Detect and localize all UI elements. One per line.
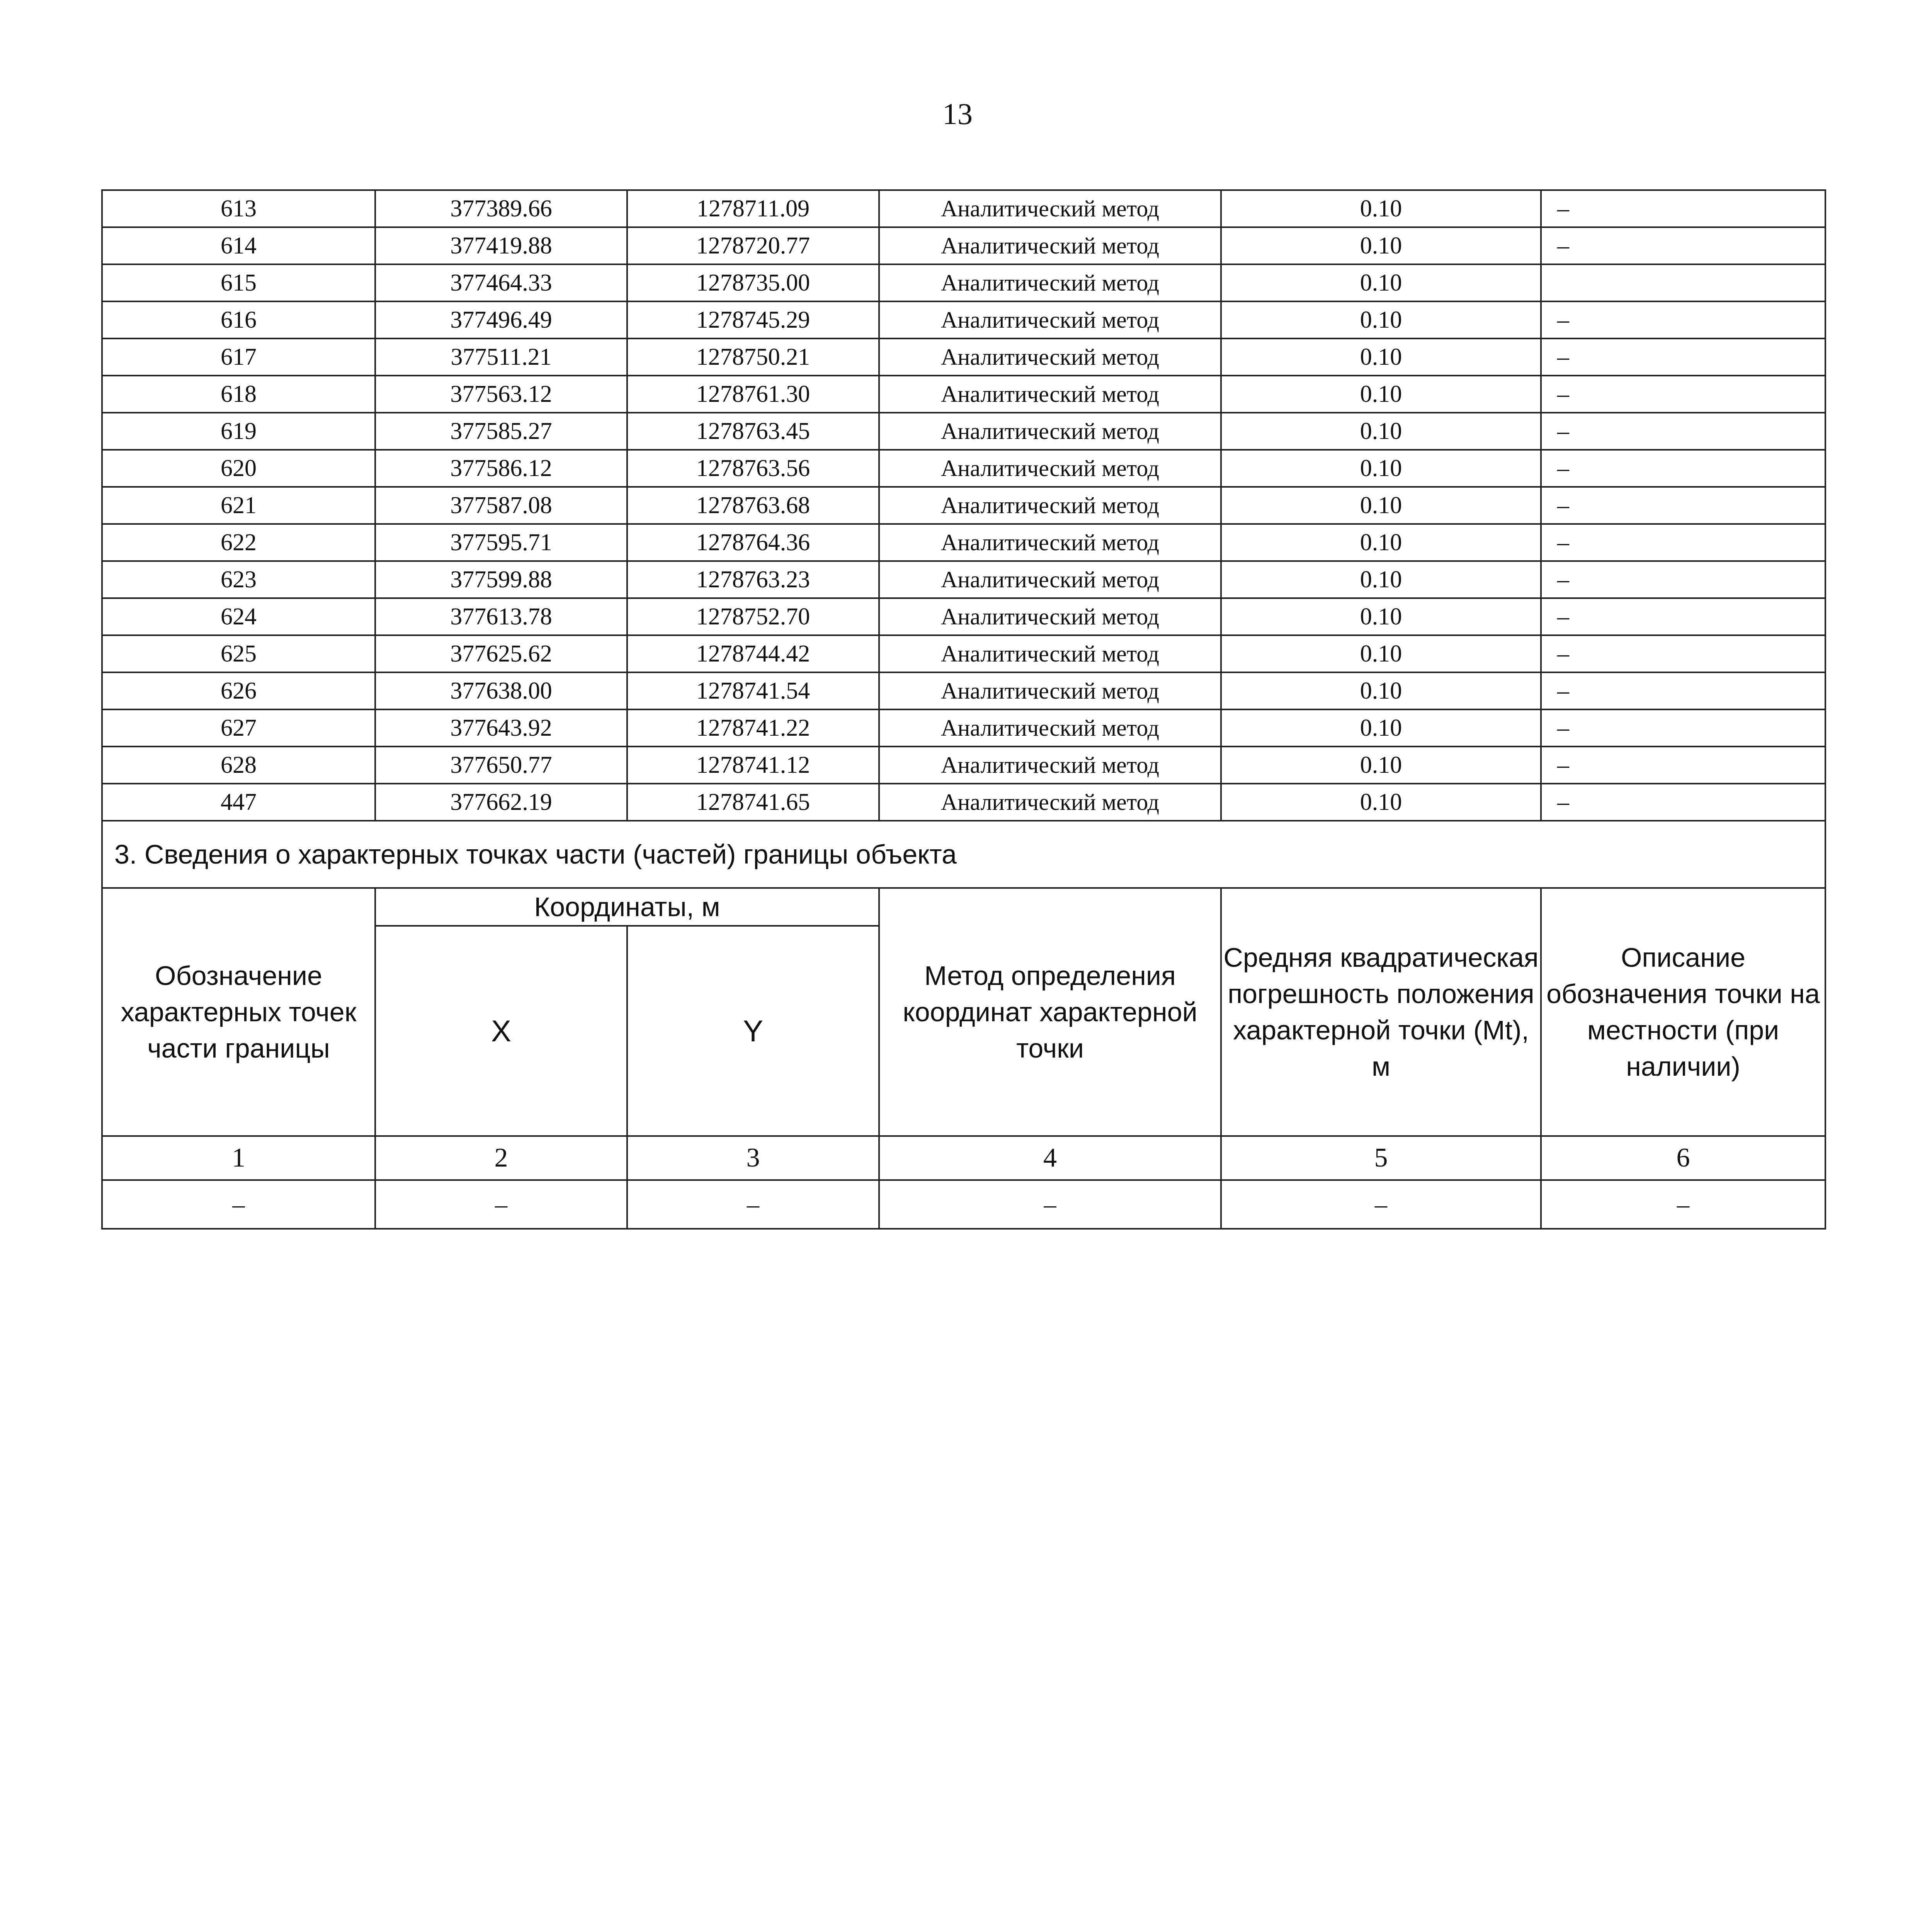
description-cell: – bbox=[1541, 301, 1825, 338]
empty-cell: – bbox=[1221, 1180, 1541, 1229]
table-row bbox=[102, 524, 1825, 561]
y-coordinate-cell: 1278752.70 bbox=[627, 598, 879, 635]
x-coordinate-cell: 377419.88 bbox=[375, 227, 627, 264]
point-id-cell: 628 bbox=[102, 747, 375, 784]
header-error: Средняя квадратическая погрешность положения характерной точки (Мt), м bbox=[1221, 888, 1541, 1136]
header-y: Y bbox=[627, 926, 879, 1136]
method-cell: Аналитический метод bbox=[879, 561, 1221, 598]
method-cell: Аналитический метод bbox=[879, 338, 1221, 376]
method-cell: Аналитический метод bbox=[879, 524, 1221, 561]
point-id-cell: 621 bbox=[102, 487, 375, 524]
header-coordinates: Координаты, м bbox=[375, 888, 879, 926]
header-description: Описание обозначения точки на местности (при наличии) bbox=[1541, 888, 1825, 1136]
empty-cell: – bbox=[879, 1180, 1221, 1229]
x-coordinate-cell: 377599.88 bbox=[375, 561, 627, 598]
point-id-cell: 622 bbox=[102, 524, 375, 561]
method-cell: Аналитический метод bbox=[879, 301, 1221, 338]
method-cell: Аналитический метод bbox=[879, 450, 1221, 487]
empty-cell: – bbox=[375, 1180, 627, 1229]
error-cell: 0.10 bbox=[1221, 264, 1541, 301]
x-coordinate-cell: 377643.92 bbox=[375, 709, 627, 747]
x-coordinate-cell: 377650.77 bbox=[375, 747, 627, 784]
method-cell: Аналитический метод bbox=[879, 747, 1221, 784]
table-row bbox=[102, 709, 1825, 747]
y-coordinate-cell: 1278761.30 bbox=[627, 376, 879, 413]
header-method: Метод определения координат характерной точки bbox=[879, 888, 1221, 1136]
x-coordinate-cell: 377587.08 bbox=[375, 487, 627, 524]
method-cell: Аналитический метод bbox=[879, 487, 1221, 524]
table-row bbox=[102, 190, 1825, 227]
empty-cell: – bbox=[627, 1180, 879, 1229]
description-cell: – bbox=[1541, 487, 1825, 524]
table-row bbox=[102, 227, 1825, 264]
column-number: 1 bbox=[102, 1136, 375, 1180]
y-coordinate-cell: 1278763.68 bbox=[627, 487, 879, 524]
description-cell: – bbox=[1541, 524, 1825, 561]
column-number: 2 bbox=[375, 1136, 627, 1180]
x-coordinate-cell: 377662.19 bbox=[375, 784, 627, 821]
y-coordinate-cell: 1278741.65 bbox=[627, 784, 879, 821]
column-number: 3 bbox=[627, 1136, 879, 1180]
empty-cell: – bbox=[1541, 1180, 1825, 1229]
y-coordinate-cell: 1278711.09 bbox=[627, 190, 879, 227]
y-coordinate-cell: 1278763.56 bbox=[627, 450, 879, 487]
table-row bbox=[102, 338, 1825, 376]
description-cell: – bbox=[1541, 747, 1825, 784]
error-cell: 0.10 bbox=[1221, 190, 1541, 227]
error-cell: 0.10 bbox=[1221, 672, 1541, 709]
description-cell: – bbox=[1541, 376, 1825, 413]
x-coordinate-cell: 377389.66 bbox=[375, 190, 627, 227]
y-coordinate-cell: 1278764.36 bbox=[627, 524, 879, 561]
point-id-cell: 623 bbox=[102, 561, 375, 598]
column-number: 6 bbox=[1541, 1136, 1825, 1180]
empty-cell: – bbox=[102, 1180, 375, 1229]
y-coordinate-cell: 1278745.29 bbox=[627, 301, 879, 338]
error-cell: 0.10 bbox=[1221, 338, 1541, 376]
error-cell: 0.10 bbox=[1221, 635, 1541, 672]
table-row bbox=[102, 598, 1825, 635]
x-coordinate-cell: 377595.71 bbox=[375, 524, 627, 561]
point-id-cell: 627 bbox=[102, 709, 375, 747]
error-cell: 0.10 bbox=[1221, 450, 1541, 487]
error-cell: 0.10 bbox=[1221, 598, 1541, 635]
method-cell: Аналитический метод bbox=[879, 672, 1221, 709]
point-id-cell: 619 bbox=[102, 413, 375, 450]
x-coordinate-cell: 377613.78 bbox=[375, 598, 627, 635]
error-cell: 0.10 bbox=[1221, 413, 1541, 450]
method-cell: Аналитический метод bbox=[879, 376, 1221, 413]
point-id-cell: 620 bbox=[102, 450, 375, 487]
method-cell: Аналитический метод bbox=[879, 784, 1221, 821]
description-cell: – bbox=[1541, 450, 1825, 487]
column-number: 5 bbox=[1221, 1136, 1541, 1180]
point-id-cell: 616 bbox=[102, 301, 375, 338]
section-title: 3. Сведения о характерных точках части (частей) границы объекта bbox=[102, 821, 1825, 888]
error-cell: 0.10 bbox=[1221, 561, 1541, 598]
method-cell: Аналитический метод bbox=[879, 227, 1221, 264]
description-cell: – bbox=[1541, 413, 1825, 450]
point-id-cell: 624 bbox=[102, 598, 375, 635]
table-row bbox=[102, 672, 1825, 709]
y-coordinate-cell: 1278750.21 bbox=[627, 338, 879, 376]
error-cell: 0.10 bbox=[1221, 709, 1541, 747]
x-coordinate-cell: 377585.27 bbox=[375, 413, 627, 450]
point-id-cell: 615 bbox=[102, 264, 375, 301]
point-id-cell: 614 bbox=[102, 227, 375, 264]
description-cell: – bbox=[1541, 227, 1825, 264]
x-coordinate-cell: 377638.00 bbox=[375, 672, 627, 709]
table-row bbox=[102, 635, 1825, 672]
header-designation: Обозначение характерных точек части границы bbox=[102, 888, 375, 1136]
data-rows bbox=[102, 190, 1825, 821]
x-coordinate-cell: 377464.33 bbox=[375, 264, 627, 301]
y-coordinate-cell: 1278720.77 bbox=[627, 227, 879, 264]
boundary-points-table bbox=[101, 189, 1826, 1230]
error-cell: 0.10 bbox=[1221, 747, 1541, 784]
y-coordinate-cell: 1278741.22 bbox=[627, 709, 879, 747]
x-coordinate-cell: 377511.21 bbox=[375, 338, 627, 376]
table-row bbox=[102, 561, 1825, 598]
error-cell: 0.10 bbox=[1221, 784, 1541, 821]
y-coordinate-cell: 1278741.12 bbox=[627, 747, 879, 784]
error-cell: 0.10 bbox=[1221, 376, 1541, 413]
point-id-cell: 618 bbox=[102, 376, 375, 413]
table-row bbox=[102, 450, 1825, 487]
error-cell: 0.10 bbox=[1221, 301, 1541, 338]
x-coordinate-cell: 377496.49 bbox=[375, 301, 627, 338]
table-row bbox=[102, 487, 1825, 524]
description-cell: – bbox=[1541, 561, 1825, 598]
description-cell bbox=[1541, 264, 1825, 301]
point-id-cell: 613 bbox=[102, 190, 375, 227]
method-cell: Аналитический метод bbox=[879, 413, 1221, 450]
description-cell: – bbox=[1541, 784, 1825, 821]
method-cell: Аналитический метод bbox=[879, 264, 1221, 301]
error-cell: 0.10 bbox=[1221, 487, 1541, 524]
table-row bbox=[102, 413, 1825, 450]
table-row bbox=[102, 747, 1825, 784]
point-id-cell: 626 bbox=[102, 672, 375, 709]
y-coordinate-cell: 1278763.23 bbox=[627, 561, 879, 598]
table-row bbox=[102, 301, 1825, 338]
y-coordinate-cell: 1278741.54 bbox=[627, 672, 879, 709]
column-number: 4 bbox=[879, 1136, 1221, 1180]
error-cell: 0.10 bbox=[1221, 524, 1541, 561]
error-cell: 0.10 bbox=[1221, 227, 1541, 264]
description-cell: – bbox=[1541, 635, 1825, 672]
x-coordinate-cell: 377586.12 bbox=[375, 450, 627, 487]
page-number: 13 bbox=[942, 97, 973, 131]
description-cell: – bbox=[1541, 709, 1825, 747]
table-row bbox=[102, 376, 1825, 413]
method-cell: Аналитический метод bbox=[879, 190, 1221, 227]
description-cell: – bbox=[1541, 338, 1825, 376]
point-id-cell: 447 bbox=[102, 784, 375, 821]
description-cell: – bbox=[1541, 598, 1825, 635]
x-coordinate-cell: 377563.12 bbox=[375, 376, 627, 413]
point-id-cell: 617 bbox=[102, 338, 375, 376]
y-coordinate-cell: 1278744.42 bbox=[627, 635, 879, 672]
header-x: X bbox=[375, 926, 627, 1136]
description-cell: – bbox=[1541, 672, 1825, 709]
y-coordinate-cell: 1278763.45 bbox=[627, 413, 879, 450]
x-coordinate-cell: 377625.62 bbox=[375, 635, 627, 672]
method-cell: Аналитический метод bbox=[879, 635, 1221, 672]
table-row bbox=[102, 784, 1825, 821]
method-cell: Аналитический метод bbox=[879, 709, 1221, 747]
description-cell: – bbox=[1541, 190, 1825, 227]
y-coordinate-cell: 1278735.00 bbox=[627, 264, 879, 301]
method-cell: Аналитический метод bbox=[879, 598, 1221, 635]
point-id-cell: 625 bbox=[102, 635, 375, 672]
table-row bbox=[102, 264, 1825, 301]
